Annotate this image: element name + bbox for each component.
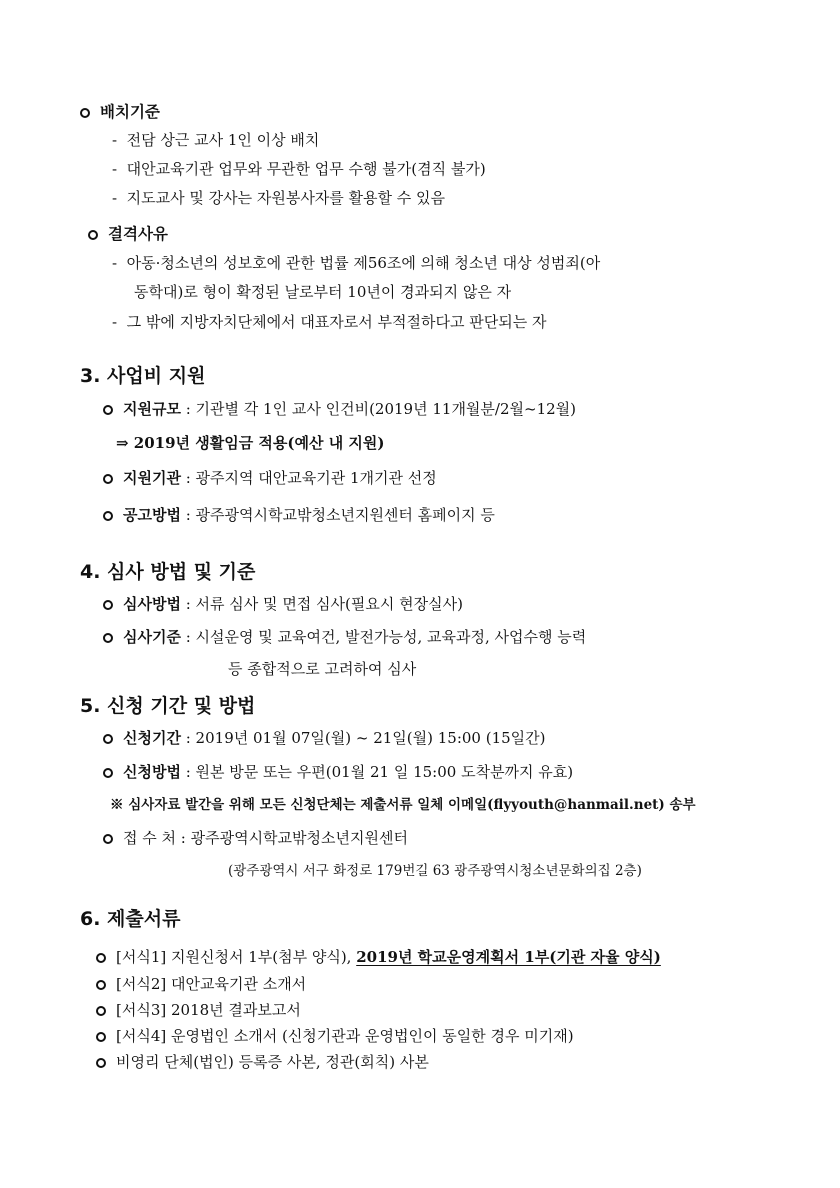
- doc-item-5: 비영리 단체(법인) 등록증 사본, 정관(회칙) 사본: [96, 1053, 429, 1072]
- placement-heading: 배치기준: [80, 103, 160, 122]
- circle-bullet-icon: [103, 474, 113, 484]
- doc-item-1: [서식1] 지원신청서 1부(첨부 양식), 2019년 학교운영계획서 1부(기관 자율 양식): [96, 948, 661, 967]
- support-org-line: 지원기관 : 광주지역 대안교육기관 1개기관 선정: [103, 469, 437, 488]
- circle-bullet-icon: [96, 1032, 106, 1042]
- apply-method-line: 신청방법 : 원본 방문 또는 우편(01월 21 일 15:00 도착분까지 유효): [103, 763, 573, 782]
- circle-bullet-icon: [103, 600, 113, 610]
- doc-item-3: [서식3] 2018년 결과보고서: [96, 1001, 301, 1020]
- section3-title: 3. 사업비 지원: [80, 365, 206, 387]
- apply-period-line: 신청기간 : 2019년 01월 07일(월) ~ 21일(월) 15:00 (15일간): [103, 729, 546, 748]
- circle-bullet-icon: [96, 980, 106, 990]
- circle-bullet-icon: [96, 1006, 106, 1016]
- placement-item-1: - 전담 상근 교사 1인 이상 배치: [112, 131, 320, 149]
- section6-title: 6. 제출서류: [80, 908, 181, 930]
- circle-bullet-icon: [96, 1058, 106, 1068]
- apply-method-label: 신청방법: [123, 763, 181, 781]
- review-criteria-label: 심사기준: [123, 628, 181, 646]
- doc-item-4: [서식4] 운영법인 소개서 (신청기관과 운영법인이 동일한 경우 미기재): [96, 1027, 574, 1046]
- circle-bullet-icon: [103, 768, 113, 778]
- notice-method-label: 공고방법: [123, 506, 181, 524]
- disqualification-item-1: - 아동·청소년의 성보호에 관한 법률 제56조에 의해 청소년 대상 성범죄(아: [112, 254, 601, 272]
- placement-item-2: - 대안교육기관 업무와 무관한 업무 수행 불가(겸직 불가): [112, 160, 486, 178]
- email-submission-note: ※ 심사자료 발간을 위해 모든 신청단체는 제출서류 일체 이메일(flyyouth@hanmail.net) 송부: [110, 797, 696, 813]
- support-scale-label: 지원규모: [123, 400, 181, 418]
- review-criteria-cont: 등 종합적으로 고려하여 심사: [228, 660, 417, 678]
- circle-bullet-icon: [103, 734, 113, 744]
- section5-title: 5. 신청 기간 및 방법: [80, 695, 256, 717]
- apply-period-label: 신청기간: [123, 729, 181, 747]
- section4-title: 4. 심사 방법 및 기준: [80, 561, 256, 583]
- support-scale-line: 지원규모 : 기관별 각 1인 교사 인건비(2019년 11개월분/2월~12월): [103, 400, 576, 419]
- circle-bullet-icon: [103, 511, 113, 521]
- reception-address: (광주광역시 서구 화정로 179번길 63 광주광역시청소년문화의집 2층): [228, 863, 642, 879]
- review-criteria-line: 심사기준 : 시설운영 및 교육여건, 발전가능성, 교육과정, 사업수행 능력: [103, 628, 586, 647]
- circle-bullet-icon: [80, 108, 90, 118]
- circle-bullet-icon: [96, 953, 106, 963]
- circle-bullet-icon: [103, 633, 113, 643]
- disqualification-heading: 결격사유: [88, 225, 168, 244]
- support-org-label: 지원기관: [123, 469, 181, 487]
- review-method-label: 심사방법: [123, 595, 181, 613]
- review-method-line: 심사방법 : 서류 심사 및 면접 심사(필요시 현장실사): [103, 595, 463, 614]
- placement-item-3: - 지도교사 및 강사는 자원봉사자를 활용할 수 있음: [112, 189, 446, 207]
- disqualification-item-1-cont: 동학대)로 형이 확정된 날로부터 10년이 경과되지 않은 자: [134, 283, 512, 301]
- circle-bullet-icon: [88, 230, 98, 240]
- disqualification-item-2: - 그 밖에 지방자치단체에서 대표자로서 부적절하다고 판단되는 자: [112, 313, 547, 331]
- reception-label: 접 수 처: [123, 829, 177, 847]
- circle-bullet-icon: [103, 834, 113, 844]
- living-wage-note: ⇒ 2019년 생활임금 적용(예산 내 지원): [116, 434, 385, 452]
- reception-line: 접 수 처 : 광주광역시학교밖청소년지원센터: [103, 829, 408, 848]
- notice-method-line: 공고방법 : 광주광역시학교밖청소년지원센터 홈페이지 등: [103, 506, 495, 525]
- school-plan-emphasis: 2019년 학교운영계획서 1부(기관 자율 양식): [356, 948, 661, 966]
- circle-bullet-icon: [103, 405, 113, 415]
- doc-item-2: [서식2] 대안교육기관 소개서: [96, 975, 306, 994]
